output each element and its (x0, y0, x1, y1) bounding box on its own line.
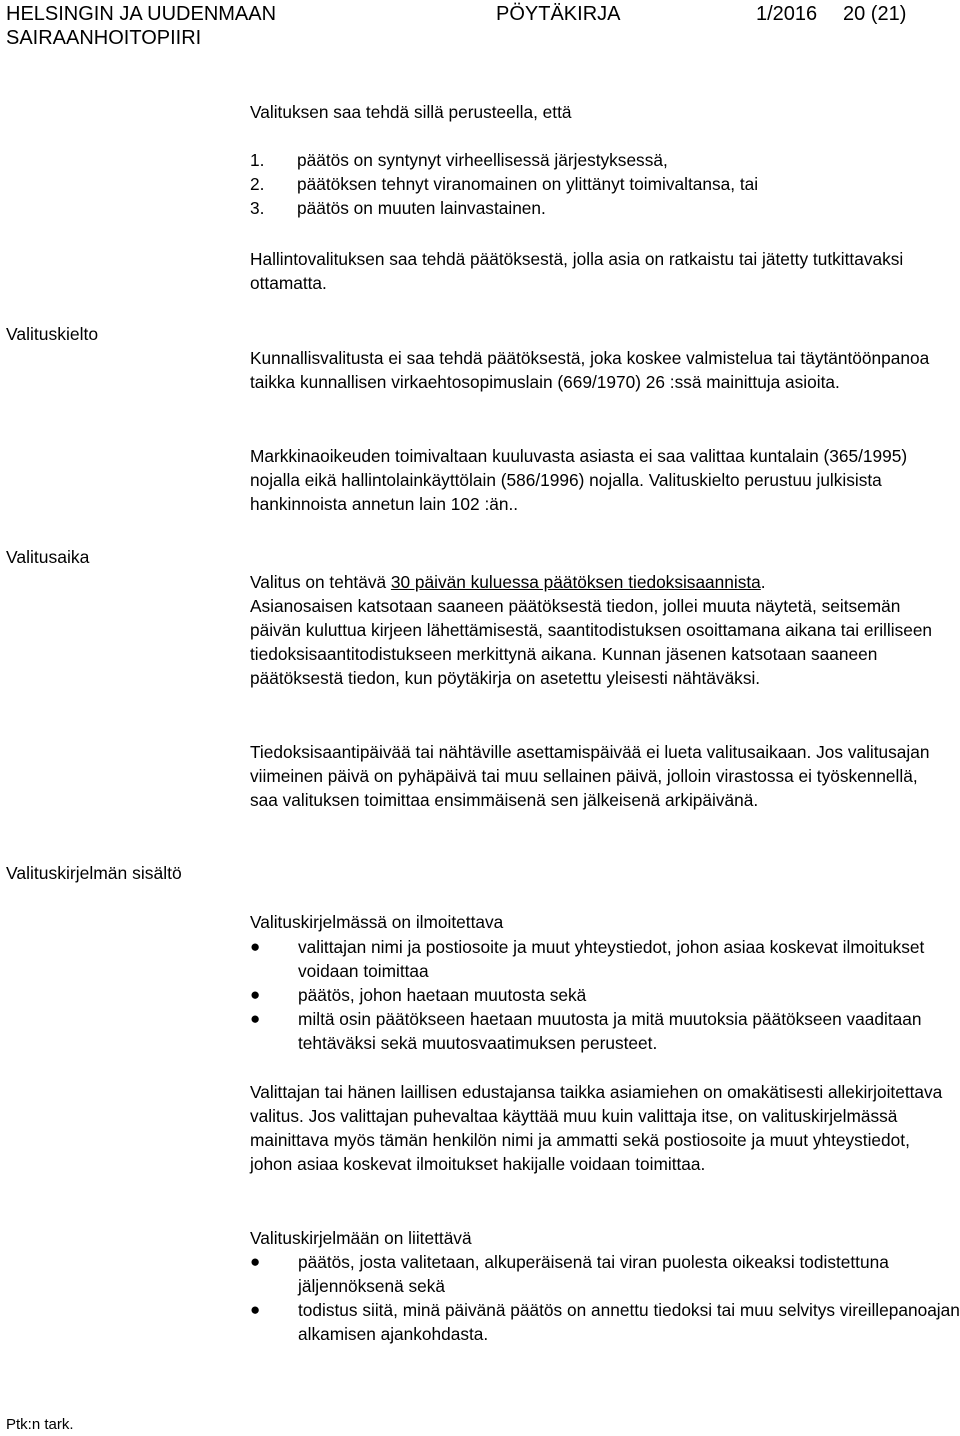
attachments-list (250, 1250, 960, 1346)
list-item-text: valittajan nimi ja postiosoite ja muut yhteystiedot, johon asiaa koskevat ilmoitukset voidaan toimittaa (298, 937, 925, 981)
item-text: päätöksen tehnyt viranomainen on ylittänyt toimivaltansa, tai (297, 174, 759, 194)
list-item (250, 983, 960, 1007)
attachments-intro: Valituskirjelmään on liitettävä (250, 1228, 472, 1248)
grounds-list-item (250, 172, 950, 196)
list-item-text: päätös, josta valitetaan, alkuperäisenä tai viran puolesta oikeaksi todistettuna jäljennöksenä sekä (298, 1252, 889, 1296)
bullet-icon: ● (250, 937, 261, 956)
contents-intro: Valituskirjelmässä on ilmoitettava (250, 912, 504, 932)
period-lead-end: . (760, 572, 766, 592)
period-lead-text: Valitus on tehtävä (250, 572, 391, 592)
bullet-icon: ● (250, 1252, 261, 1271)
minutes-checker-footer: Ptk:n tark. (6, 1416, 74, 1433)
list-item-text: päätös, johon haetaan muutosta sekä (298, 985, 587, 1005)
list-item (250, 935, 960, 983)
page-number: 20 (21) (843, 3, 907, 25)
prohibition-paragraph-1: Kunnallisvalitusta ei saa tehdä päätöksestä, joka koskee valmistelua tai täytäntöönpanoa taikka kunnallisen virkaehtosopimuslain (669/1970) 26 :ssä mainittuja asioita. (250, 348, 930, 392)
grounds-list-item (250, 148, 950, 172)
document-number: 1/2016 (756, 3, 818, 25)
period-paragraph-1 (250, 570, 940, 690)
organization-line-2: SAIRAANHOITOPIIRI (6, 27, 202, 49)
bullet-icon: ● (250, 1300, 261, 1319)
grounds-list (250, 148, 950, 220)
item-number: 2. (250, 174, 265, 194)
section-heading-prohibition: Valituskielto (6, 324, 99, 344)
administrative-appeal-paragraph: Hallintovalituksen saa tehdä päätöksestä, jolla asia on ratkaistu tai jätetty tutkittavaksi ottamatta. (250, 249, 904, 293)
list-item-text: miltä osin päätökseen haetaan muutosta ja mitä muutoksia päätökseen vaaditaan tehtäväksi sekä muutosvaatimuksen perusteet. (298, 1009, 922, 1053)
list-item-text: todistus siitä, minä päivänä päätös on annettu tiedoksi tai muu selvitys vireillepanoajan alkamisen ajankohdasta. (298, 1300, 960, 1344)
item-text: päätös on muuten lainvastainen. (297, 198, 546, 218)
section-heading-contents: Valituskirjelmän sisältö (6, 863, 182, 883)
list-item (250, 1250, 960, 1298)
appeal-deadline-text: 30 päivän kuluessa päätöksen tiedoksisaannista (390, 572, 761, 592)
signature-paragraph: Valittajan tai hänen laillisen edustajansa taikka asiamiehen on omakätisesti allekirjoitettava valitus. Jos valittajan puhevaltaa käyttää muu kuin valittaja itse, on valituskirjelmässä mainittava myös tämän henkilön nimi ja ammatti sekä postiosoite ja muut yhteystiedot, johon asiaa koskevat ilmoitukset hakijalle voidaan toimittaa. (250, 1082, 943, 1174)
item-number: 3. (250, 198, 265, 218)
grounds-list-item (250, 196, 950, 220)
organization-line-1: HELSINGIN JA UUDENMAAN (6, 3, 277, 25)
organization-name (6, 2, 276, 50)
bullet-icon: ● (250, 985, 261, 1004)
bullet-icon: ● (250, 1009, 261, 1028)
section-heading-period: Valitusaika (6, 547, 90, 567)
period-paragraph-2: Tiedoksisaantipäivää tai nähtäville asettamispäivää ei lueta valitusaikaan. Jos valitusajan viimeinen päivä on pyhäpäivä tai muu sellainen päivä, jolloin virastossa ei työskennellä, saa valituksen toimittaa ensimmäisenä sen jälkeisenä arkipäivänä. (250, 742, 930, 810)
list-item (250, 1007, 960, 1055)
item-number: 1. (250, 150, 265, 170)
required-contents-list (250, 935, 960, 1055)
period-paragraph-1-rest: Asianosaisen katsotaan saaneen päätöksestä tiedon, jollei muuta näytetä, seitsemän päivän kuluttua kirjeen lähettämisestä, saantitodistuksen osoittamana aikana tai erilliseen tiedoksisaantitodistukseen merkittynä aikana. Kunnan jäsenen katsotaan saaneen päätöksestä tiedon, kun pöytäkirja on asetettu yleisesti nähtäväksi. (250, 596, 933, 688)
list-item (250, 1298, 960, 1346)
prohibition-paragraph-2: Markkinaoikeuden toimivaltaan kuuluvasta asiasta ei saa valittaa kuntalain (365/1995) nojalla eikä hallintolainkäyttölain (586/1996) nojalla. Valituskielto perustuu julkisista hankinnoista annetun lain 102 :än.. (250, 446, 908, 514)
document-type: PÖYTÄKIRJA (496, 3, 621, 25)
grounds-intro: Valituksen saa tehdä sillä perusteella, että (250, 102, 572, 122)
item-text: päätös on syntynyt virheellisessä järjestyksessä, (297, 150, 668, 170)
